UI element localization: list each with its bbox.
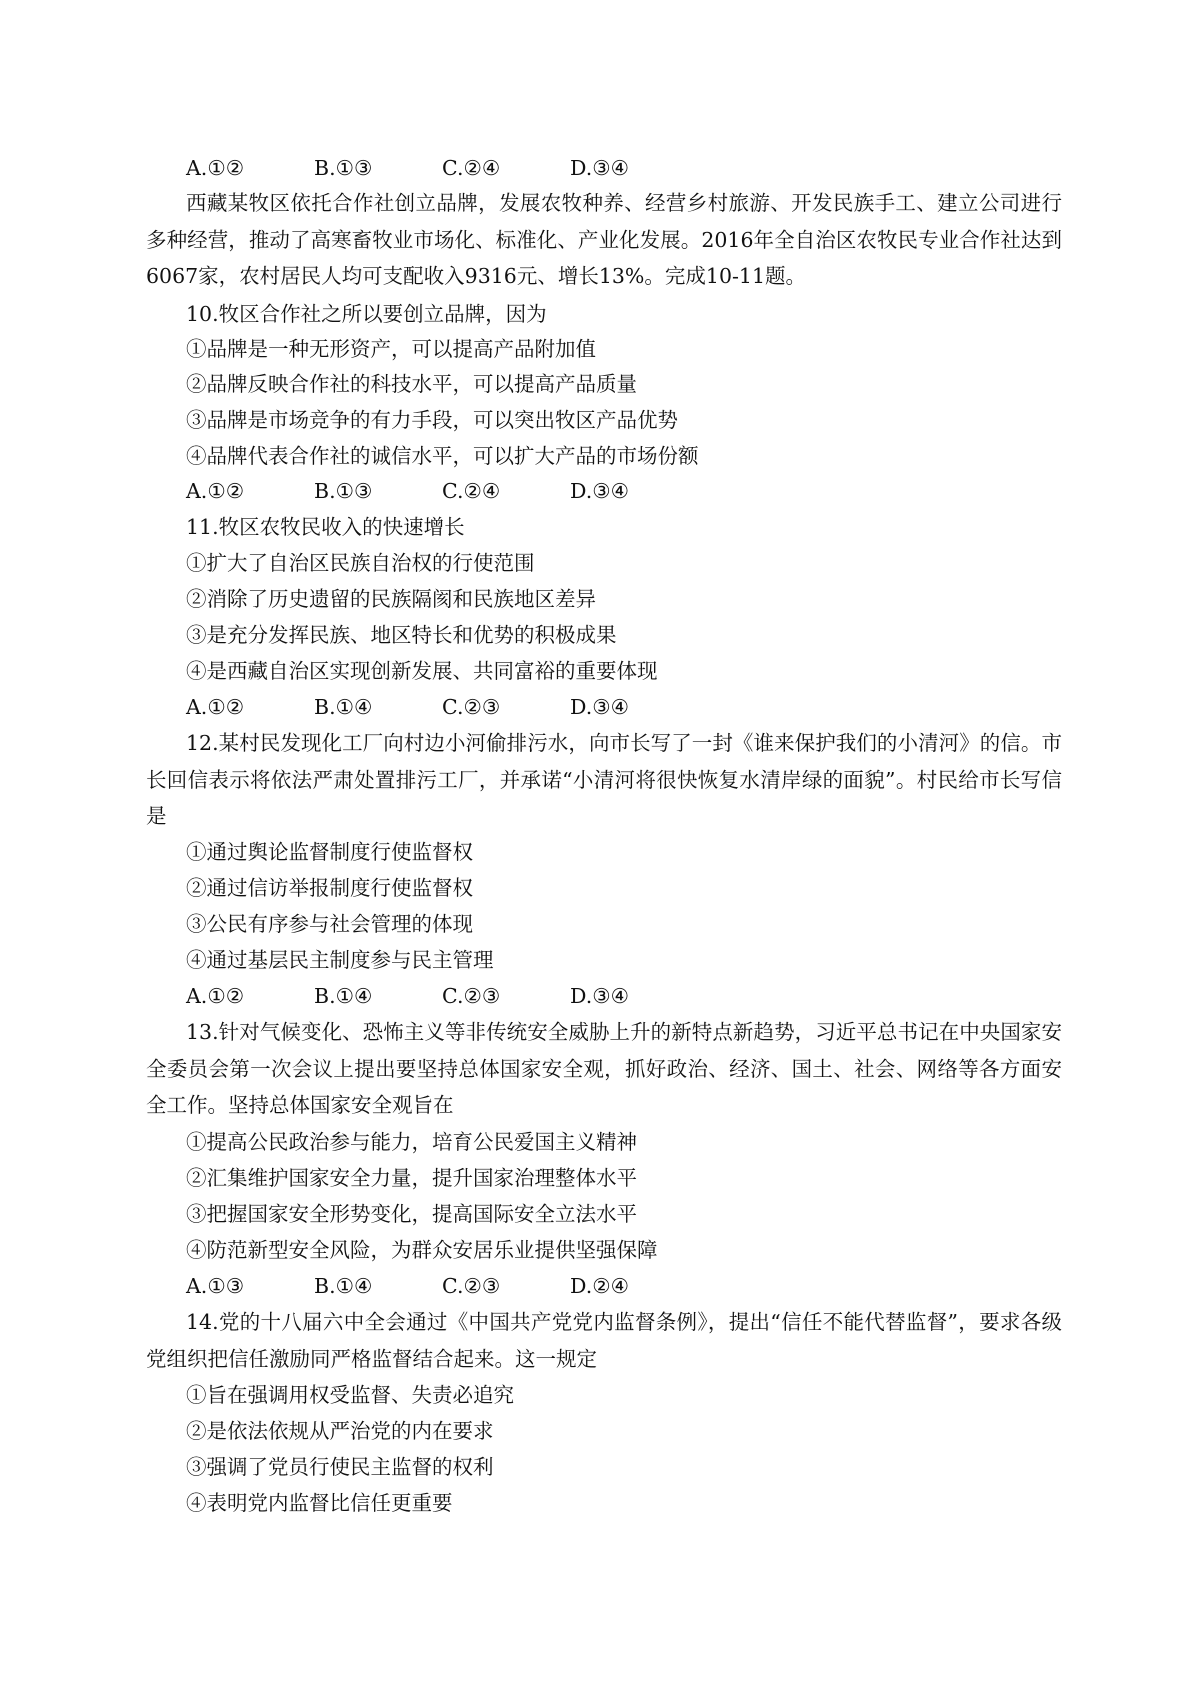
- q14-stem: 14.党的十八届六中全会通过《中国共产党党内监督条例》，提出“信任不能代替监督”，要求各级党组织把信任激励同严格监督结合起来。这一规定: [146, 1310, 1062, 1371]
- q11-stem: 11.牧区农牧民收入的快速增长: [186, 515, 465, 539]
- q12-option-c: C.②③: [442, 984, 501, 1008]
- q11-option-d: D.③④: [570, 695, 629, 719]
- q11-item-3: ③是充分发挥民族、地区特长和优势的积极成果: [186, 623, 617, 647]
- q9-options: [186, 150, 698, 186]
- q12-item-4: ④通过基层民主制度参与民主管理: [186, 948, 494, 972]
- q12-option-b: B.①④: [314, 984, 373, 1008]
- q12-stem: 12.某村民发现化工厂向村边小河偷排污水，向市长写了一封《谁来保护我们的小清河》的信。市长回信表示将依法严肃处置排污工厂，并承诺“小清河将很快恢复水清岸绿的面貌”。村民给市长写信是: [146, 731, 1062, 828]
- q13-option-b: B.①④: [314, 1274, 373, 1298]
- passage: 西藏某牧区依托合作社创立品牌，发展农牧种养、经营乡村旅游、开发民族手工、建立公司进行多种经营，推动了高寒畜牧业市场化、标准化、产业化发展。2016年全自治区农牧民专业合作社达到6067家，农村居民人均可支配收入9316元、增长13%。完成10-11题。: [146, 191, 1062, 288]
- q11-item-4: ④是西藏自治区实现创新发展、共同富裕的重要体现: [186, 659, 658, 683]
- q14-item-3: ③强调了党员行使民主监督的权利: [186, 1455, 494, 1479]
- q10-item-3: ③品牌是市场竞争的有力手段，可以突出牧区产品优势: [186, 408, 678, 432]
- q14-item-4: ④表明党内监督比信任更重要: [186, 1491, 453, 1515]
- q14-item-2: ②是依法依规从严治党的内在要求: [186, 1419, 494, 1443]
- q11-item-1: ①扩大了自治区民族自治权的行使范围: [186, 551, 535, 575]
- q11-item-2: ②消除了历史遗留的民族隔阂和民族地区差异: [186, 587, 596, 611]
- q10-options: [186, 473, 698, 509]
- q10-item-4: ④品牌代表合作社的诚信水平，可以扩大产品的市场份额: [186, 444, 699, 468]
- q9-option-b: B.①③: [314, 156, 373, 180]
- q10-option-c: C.②④: [442, 479, 501, 503]
- q11-options: [186, 689, 698, 725]
- q13-item-1: ①提高公民政治参与能力，培育公民爱国主义精神: [186, 1130, 637, 1154]
- q10-option-d: D.③④: [570, 479, 629, 503]
- q12-item-3: ③公民有序参与社会管理的体现: [186, 912, 473, 936]
- q11-option-b: B.①④: [314, 695, 373, 719]
- q12-options: [186, 978, 698, 1014]
- q14-item-1: ①旨在强调用权受监督、失责必追究: [186, 1383, 514, 1407]
- q9-option-a: A.①②: [186, 156, 245, 180]
- q11-option-c: C.②③: [442, 695, 501, 719]
- q12-item-1: ①通过舆论监督制度行使监督权: [186, 840, 473, 864]
- q11-option-a: A.①②: [186, 695, 245, 719]
- q10-option-a: A.①②: [186, 479, 245, 503]
- q10-option-b: B.①③: [314, 479, 373, 503]
- q10-stem: 10.牧区合作社之所以要创立品牌，因为: [186, 302, 547, 326]
- q9-option-c: C.②④: [442, 156, 501, 180]
- q12-option-d: D.③④: [570, 984, 629, 1008]
- q12-option-a: A.①②: [186, 984, 245, 1008]
- q10-item-1: ①品牌是一种无形资产，可以提高产品附加值: [186, 337, 596, 361]
- q13-item-3: ③把握国家安全形势变化，提高国际安全立法水平: [186, 1202, 637, 1226]
- q10-item-2: ②品牌反映合作社的科技水平，可以提高产品质量: [186, 372, 637, 396]
- q13-item-2: ②汇集维护国家安全力量，提升国家治理整体水平: [186, 1166, 637, 1190]
- q13-item-4: ④防范新型安全风险，为群众安居乐业提供坚强保障: [186, 1238, 658, 1262]
- q9-option-d: D.③④: [570, 156, 629, 180]
- q13-options: [186, 1268, 698, 1304]
- q13-stem: 13.针对气候变化、恐怖主义等非传统安全威胁上升的新特点新趋势，习近平总书记在中央国家安全委员会第一次会议上提出要坚持总体国家安全观，抓好政治、经济、国土、社会、网络等各方面安全工作。坚持总体国家安全观旨在: [146, 1020, 1062, 1117]
- q13-option-d: D.②④: [570, 1274, 629, 1298]
- q13-option-a: A.①③: [186, 1274, 245, 1298]
- q12-item-2: ②通过信访举报制度行使监督权: [186, 876, 473, 900]
- q13-option-c: C.②③: [442, 1274, 501, 1298]
